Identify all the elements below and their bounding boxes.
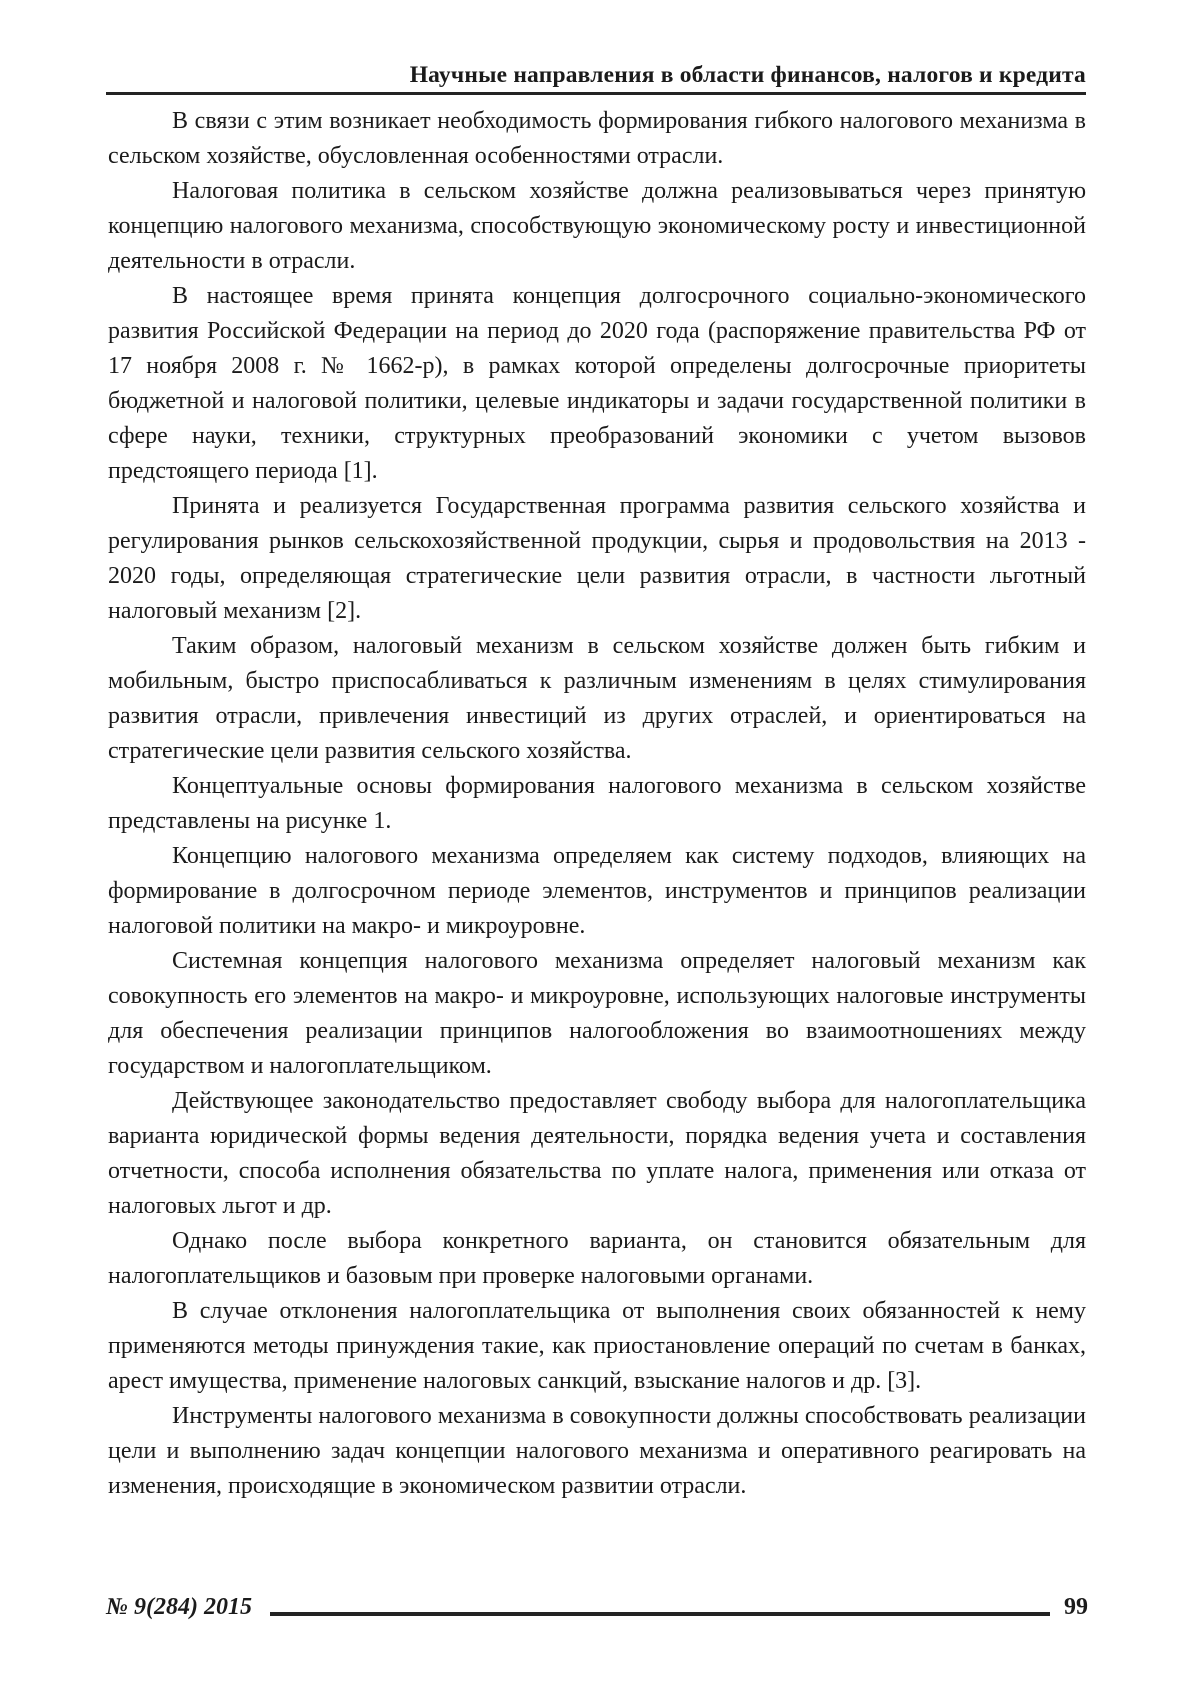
page-header	[108, 61, 1086, 89]
page-number: 99	[1064, 1594, 1088, 1620]
paragraph: Действующее законодательство предоставляет свободу выбора для налогоплательщика варианта юридической формы ведения деятельности, порядка ведения учета и составления отчетности, способа исполнения обязательства по уплате налога, применения или отказа от налоговых льгот и др.	[108, 1088, 1086, 1219]
paragraph: Принята и реализуется Государственная программа развития сельского хозяйства и регулирования рынков сельскохозяйственной продукции, сырья и продовольствия на 2013 - 2020 годы, определяющая стратегические цели развития отрасли, в частности льготный налоговый механизм [2].	[108, 493, 1086, 624]
paragraph: Инструменты налогового механизма в совокупности должны способствовать реализации цели и выполнению задач концепции налогового механизма и оперативного реагировать на изменения, происходящие в экономическом развитии отрасли.	[108, 1403, 1086, 1499]
issue-label: № 9(284) 2015	[106, 1594, 252, 1620]
page-footer	[106, 1592, 1088, 1622]
running-title: Научные направления в области финансов, налогов и кредита	[409, 62, 1086, 88]
paragraph: В связи с этим возникает необходимость формирования гибкого налогового механизма в сельском хозяйстве, обусловленная особенностями отрасли.	[108, 108, 1086, 169]
paragraph: Налоговая политика в сельском хозяйстве должна реализовываться через принятую концепцию налогового механизма, способствующую экономическому росту и инвестиционной деятельности в отрасли.	[108, 178, 1086, 274]
paragraph: В настоящее время принята концепция долгосрочного социально-экономического развития Российской Федерации на период до 2020 года (распоряжение правительства РФ от 17 ноября 2008 г. № 1662-р), в рамках которой определены долгосрочные приоритеты бюджетной и налоговой политики, целевые индикаторы и задачи государственной политики в сфере науки, техники, структурных преобразований экономики с учетом вызовов предстоящего периода [1].	[108, 283, 1086, 484]
paragraph: В случае отклонения налогоплательщика от выполнения своих обязанностей к нему применяются методы принуждения такие, как приостановление операций по счетам в банках, арест имущества, применение налоговых санкций, взыскание налогов и др. [3].	[108, 1298, 1086, 1394]
paragraph: Таким образом, налоговый механизм в сельском хозяйстве должен быть гибким и мобильным, быстро приспосабливаться к различным изменениям в целях стимулирования развития отрасли, привлечения инвестиций из других отраслей, и ориентироваться на стратегические цели развития сельского хозяйства.	[108, 633, 1086, 764]
paragraph: Однако после выбора конкретного варианта, он становится обязательным для налогоплательщиков и базовым при проверке налоговыми органами.	[108, 1228, 1086, 1289]
footer-rule	[270, 1612, 1050, 1616]
header-rule	[106, 92, 1086, 95]
paragraph: Концептуальные основы формирования налогового механизма в сельском хозяйстве представлены на рисунке 1.	[108, 773, 1086, 834]
paragraph: Концепцию налогового механизма определяем как систему подходов, влияющих на формирование в долгосрочном периоде элементов, инструментов и принципов реализации налоговой политики на макро- и микроуровне.	[108, 843, 1086, 939]
article-body	[108, 104, 1086, 1504]
paragraph: Системная концепция налогового механизма определяет налоговый механизм как совокупность его элементов на макро- и микроуровне, использующих налоговые инструменты для обеспечения реализации принципов налогообложения во взаимоотношениях между государством и налогоплательщиком.	[108, 948, 1086, 1079]
